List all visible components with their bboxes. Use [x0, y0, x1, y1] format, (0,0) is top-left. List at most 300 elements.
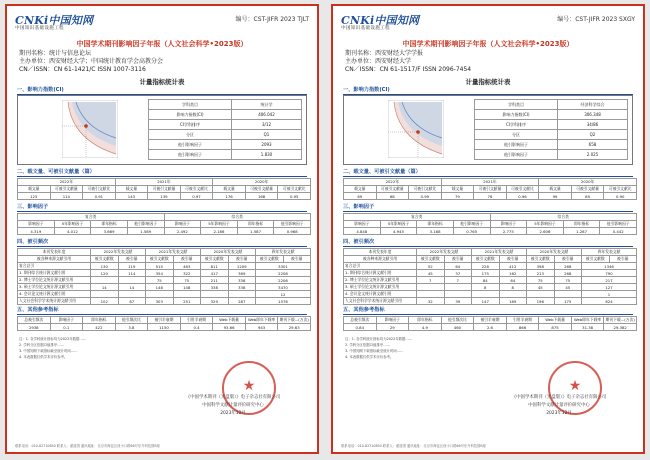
column-header: Web即年下载率	[571, 317, 604, 324]
footer-contact: 联系电话：010-82710850 联系人：翟道国 通讯地址：北京市海淀区西小口路66号东升科技园B座	[341, 444, 486, 448]
ci-row	[149, 140, 302, 150]
data-cell	[228, 291, 256, 298]
data-cell: 175	[472, 270, 500, 277]
row-label: 1. 期刊综合统计源文献引用	[344, 270, 417, 277]
ci-table	[148, 99, 302, 160]
data-cell: 87	[118, 298, 146, 305]
data-cell: 0.99	[409, 193, 442, 200]
column-header: 被引文献数	[256, 256, 284, 263]
column-header: 被引量	[173, 256, 201, 263]
sheet-header	[15, 12, 309, 34]
ci-label: 分区	[475, 130, 558, 140]
column-header: 可被引文献量	[245, 186, 278, 193]
data-cell: 369	[228, 270, 256, 277]
data-cell: 790	[582, 270, 637, 277]
column-header: 可被引文献比	[604, 186, 637, 193]
data-cell: 114	[50, 193, 83, 200]
data-row	[344, 228, 637, 235]
section-other: 五、其他参考指标	[343, 306, 633, 315]
column-header: 载文量	[344, 186, 377, 193]
data-cell: 143	[115, 193, 148, 200]
ci-value: 统计学	[232, 100, 302, 110]
citation-row	[344, 263, 637, 270]
data-cell: 211	[201, 277, 229, 284]
data-cell	[554, 291, 582, 298]
data-cell: 1576	[256, 298, 311, 305]
ci-value: Q2	[558, 130, 628, 140]
column-header: 被引量	[499, 256, 527, 263]
notes	[345, 336, 475, 360]
data-cell: 29	[376, 324, 409, 331]
data-cell: 0.4	[180, 324, 213, 331]
row-label: 4. 会议论文统计源文献引用	[344, 291, 417, 298]
row-label: 人文社会科学学术统计源文献引用	[18, 298, 91, 305]
data-cell: 29.382	[604, 324, 637, 331]
citation-row	[18, 270, 311, 277]
sheet-header	[341, 12, 635, 34]
year-header: 2022年	[18, 179, 116, 186]
ci-label: 他引影响因子	[149, 150, 232, 160]
column-header: Web下载量	[213, 317, 246, 324]
citations-table	[17, 248, 311, 305]
data-cell: 0.95	[278, 193, 311, 200]
citation-row	[18, 277, 311, 284]
column-header: 被各种来源文献引用	[18, 256, 91, 263]
data-cell: 75	[146, 277, 174, 284]
articles-table	[343, 178, 637, 200]
impact-factor-table	[17, 213, 311, 235]
data-cell: 89	[571, 193, 604, 200]
column-header: 他引频次比	[441, 317, 474, 324]
ci-box	[343, 95, 633, 165]
data-cell: 148	[173, 284, 201, 291]
ci-box	[17, 95, 307, 165]
official-seal: ★	[222, 361, 276, 415]
data-cell: 45	[554, 284, 582, 291]
citation-row	[344, 298, 637, 305]
column-header: 引用半衰期	[506, 317, 539, 324]
column-header: 载文量	[539, 186, 572, 193]
data-cell: 3301	[256, 263, 311, 270]
year-header: 2020年发表文献	[201, 249, 256, 256]
org-label: 主办单位：	[345, 58, 376, 65]
column-header: 被引文献数	[201, 256, 229, 263]
data-cell: 0.90	[604, 193, 637, 200]
data-cell: 120	[91, 270, 119, 277]
data-cell	[444, 291, 472, 298]
citation-row	[344, 291, 637, 298]
report-code: 编号：CST-JIFR 2023 TJLT	[235, 16, 309, 23]
data-cell: 125	[18, 193, 51, 200]
column-header: 影响因子	[164, 221, 201, 228]
data-cell: 139	[148, 193, 181, 200]
other-indicators-table	[17, 316, 311, 331]
column-header: 5年影响因子	[527, 221, 564, 228]
column-header: 被引文献数	[472, 256, 500, 263]
note-line: 4. 本表数据仅供学术评价参考。	[345, 355, 394, 359]
footer-contact: 联系电话：010-82710850 联系人：翟道国 通讯地址：北京市海淀区西小口路66号东升科技园B座	[15, 444, 160, 448]
signature-block	[489, 394, 629, 418]
data-cell: 412	[499, 263, 527, 270]
subheader-row	[18, 317, 311, 324]
column-header: 期刊下载...(万次)	[279, 317, 309, 322]
report-code: 编号：CST-JIFR 2023 SXGY	[557, 16, 635, 23]
data-cell: 943	[245, 324, 278, 331]
data-cell: 0.1	[50, 324, 83, 331]
column-header: 他引频次比	[115, 317, 148, 324]
data-cell: 354	[146, 270, 174, 277]
column-header: 可被引文献量	[148, 186, 181, 193]
data-cell: 31.38	[571, 324, 604, 331]
section-impact-factor: 三、影响因子	[17, 203, 307, 212]
journal-meta	[19, 50, 163, 74]
group-header: 综合类	[164, 214, 311, 221]
data-cell: 99	[539, 193, 572, 200]
issuer-center: 中国科学文献计量评价研究中心	[528, 403, 590, 408]
note-line: 3. 中国知网下载指标截至统计时间……	[19, 349, 78, 353]
column-header: 被各种来源文献引用	[344, 256, 417, 263]
header-row	[344, 249, 637, 256]
subheader-row	[344, 186, 637, 193]
data-cell: 75	[554, 277, 582, 284]
column-header: 即年指标	[83, 317, 116, 324]
data-cell: 866	[506, 324, 539, 331]
signature-block	[163, 394, 303, 418]
table-subtitle: 计量指标统计表	[139, 78, 185, 86]
data-cell: 4.945	[380, 228, 417, 235]
data-cell: 64	[499, 277, 527, 284]
column-header: 被引半衰期	[148, 317, 181, 324]
ci-row	[475, 120, 628, 130]
data-cell: 4.012	[54, 228, 91, 235]
column-header: 被引文献数	[91, 256, 119, 263]
journal-name: 西安财经大学学报	[375, 50, 424, 57]
data-cell: 7	[417, 277, 445, 284]
data-cell: 2208	[256, 270, 311, 277]
ci-label: 他引影响因子	[475, 150, 558, 160]
column-header: Web下载量	[539, 317, 572, 324]
column-header: Web即年下载率	[245, 317, 278, 324]
data-cell: 2206	[256, 277, 311, 284]
data-cell	[527, 291, 555, 298]
data-cell	[444, 284, 472, 291]
report-title: 中国学术期刊影响因子年报（人文社会科学•2023版）	[402, 40, 574, 48]
year-header: 四年发表文献	[582, 249, 637, 256]
ci-value: Q1	[232, 130, 302, 140]
note-line: 3. 中国知网下载指标截至统计时间……	[345, 349, 404, 353]
journal-name: 统计与信息论坛	[49, 50, 92, 57]
column-header: 被引量	[118, 256, 146, 263]
column-header: 即年指标	[417, 221, 454, 228]
issn-label: CN／ISSN：	[19, 66, 54, 73]
data-cell: 2.606	[527, 228, 564, 235]
row-label: 4. 会议论文统计源文献引用	[18, 291, 91, 298]
citations-table	[343, 248, 637, 305]
citation-row	[18, 263, 311, 270]
ci-value: 658	[558, 140, 628, 150]
issue-date: 2023年12月	[546, 411, 572, 416]
data-cell: 303	[146, 298, 174, 305]
data-cell	[201, 291, 229, 298]
column-header: 期刊下载...(万次)	[605, 317, 635, 322]
year-header: 2021年发表文献	[472, 249, 527, 256]
data-row	[18, 228, 311, 235]
subheader-row	[344, 221, 637, 228]
year-header: 2022年	[344, 179, 442, 186]
ci-value: 1.830	[232, 150, 302, 160]
data-cell: 4.848	[344, 228, 381, 235]
data-cell	[118, 277, 146, 284]
column-header: 被引文献数	[527, 256, 555, 263]
data-cell	[472, 291, 500, 298]
ci-label: 影响力指数(CI)	[149, 110, 232, 120]
year-header: 四年发表文献	[256, 249, 311, 256]
report-sheet-right	[331, 4, 645, 454]
column-header: 他引影响因子	[453, 221, 490, 228]
data-cell: 3.188	[417, 228, 454, 235]
data-cell: 69	[344, 193, 377, 200]
ci-row	[475, 140, 628, 150]
data-cell: 2.775	[490, 228, 527, 235]
column-header: 被引量	[554, 256, 582, 263]
column-header: 载文量	[441, 186, 474, 193]
column-header: 可被引文献比	[506, 186, 539, 193]
data-cell: 175	[554, 298, 582, 305]
data-cell: 875	[539, 324, 572, 331]
data-cell: 64	[444, 263, 472, 270]
data-row	[344, 193, 637, 200]
citation-row	[18, 298, 311, 305]
data-cell: 2.186	[201, 228, 238, 235]
official-seal: ★	[548, 361, 602, 415]
data-cell: 84	[472, 277, 500, 284]
column-header: 影响因子	[18, 221, 55, 228]
ci-label: 影响力指数(CI)	[475, 110, 558, 120]
data-cell	[417, 284, 445, 291]
data-cell: 0.91	[83, 193, 116, 200]
column-header: 可被引文献比	[409, 186, 442, 193]
impact-factor-table	[343, 213, 637, 235]
column-header: 被引文献数	[417, 256, 445, 263]
articles-table	[17, 178, 311, 200]
data-cell: 1	[582, 291, 637, 298]
section-impact-factor: 三、影响因子	[343, 203, 633, 212]
column-header: 可被引文献比	[83, 186, 116, 193]
ci-quadrant-chart	[62, 100, 118, 158]
notes	[19, 336, 149, 360]
note-line: 4. 本表数据仅供学术评价参考。	[19, 355, 68, 359]
data-cell: 76	[474, 193, 507, 200]
header-row	[344, 214, 637, 221]
data-cell: 4.9	[409, 324, 442, 331]
ci-row	[475, 100, 628, 110]
column-header: 引用半衰期	[180, 317, 213, 324]
column-header: 可被引文献量	[474, 186, 507, 193]
ci-label: CI学科排序	[475, 120, 558, 130]
ci-value: 306.348	[558, 110, 628, 120]
data-cell: 329	[201, 298, 229, 305]
org-name: 西安财经大学；中国统计教育学会高教分会	[49, 58, 164, 65]
data-cell: 45	[527, 284, 555, 291]
data-cell: 268	[554, 263, 582, 270]
section-ci: 一、影响力指数(CI)	[343, 86, 633, 95]
note-line: 注：1. 各学科统计指标均为2022年数据……	[19, 337, 87, 341]
issn-label: CN／ISSN：	[345, 66, 380, 73]
data-cell: 322	[173, 270, 201, 277]
group-header: 复合类	[344, 214, 491, 221]
row-label: 3. 硕士学位论文统计源文献引用	[18, 284, 91, 291]
data-cell: 2.6	[474, 324, 507, 331]
column-header: 被引量	[283, 256, 311, 263]
ci-value: 406.042	[232, 110, 302, 120]
column-header: 5年影响因子	[54, 221, 91, 228]
column-header: 即年指标	[409, 317, 442, 324]
data-cell: 213	[527, 270, 555, 277]
citation-row	[344, 270, 637, 277]
ci-row	[149, 150, 302, 160]
data-cell	[146, 291, 174, 298]
data-cell: 268	[554, 270, 582, 277]
ci-row	[475, 130, 628, 140]
subheader-row	[18, 256, 311, 263]
cnki-logo: CNKi中国知网	[341, 14, 420, 27]
column-header: 本刊发表年度	[18, 249, 91, 256]
report-title: 中国学术期刊影响因子年报（人文社会科学•2023版）	[76, 40, 248, 48]
row-label: 人文社会科学学术统计源文献引用	[344, 298, 417, 305]
ci-value: 3/12	[232, 120, 302, 130]
data-cell: 147	[472, 298, 500, 305]
year-header: 2020年	[539, 179, 637, 186]
column-header: 即年指标	[91, 221, 128, 228]
data-cell: 8	[499, 284, 527, 291]
column-header: 被引量	[444, 256, 472, 263]
issn-value: CN 61-1517/F ISSN 2096-7454	[379, 66, 472, 73]
subheader-row	[18, 221, 311, 228]
ci-row	[475, 110, 628, 120]
row-label: 2. 博士学位论文统计源文献引用	[344, 277, 417, 284]
citation-row	[18, 291, 311, 298]
ci-row	[149, 110, 302, 120]
row-label: 1. 期刊综合统计源文献引用	[18, 270, 91, 277]
ci-row	[149, 120, 302, 130]
data-cell: 0.968	[274, 228, 311, 235]
data-cell: 287	[228, 298, 256, 305]
column-header: 可被引文献量	[571, 186, 604, 193]
column-header: 载文量	[213, 186, 246, 193]
section-articles: 二、载文量、可被引文献量（篇）	[17, 168, 307, 177]
section-other: 五、其他参考指标	[17, 306, 307, 315]
column-header: 影响因子	[50, 317, 83, 324]
year-header: 2022年发表文献	[91, 249, 146, 256]
data-cell: 196	[527, 298, 555, 305]
column-header: 即年指标	[237, 221, 274, 228]
column-header: 影响因子	[490, 221, 527, 228]
data-cell: 417	[201, 270, 229, 277]
data-cell: 169	[499, 298, 527, 305]
data-cell: 102	[91, 298, 119, 305]
ci-label: 他引影响因子	[149, 140, 232, 150]
data-cell: 463	[173, 263, 201, 270]
data-cell: 0.84	[344, 324, 377, 331]
data-cell: 217	[582, 277, 637, 284]
ci-value: 34/86	[558, 120, 628, 130]
data-cell: 7	[444, 277, 472, 284]
column-header: 被引文献数	[146, 256, 174, 263]
issn-value: CN 61-1421/C ISSN 1007-3116	[53, 66, 146, 73]
data-cell: 75	[527, 277, 555, 284]
row-label: 3. 硕士学位论文统计源文献引用	[344, 284, 417, 291]
data-cell	[173, 291, 201, 298]
ci-row	[149, 100, 302, 110]
ci-label: CI学科排序	[149, 120, 232, 130]
row-label: 复合总引	[18, 263, 91, 270]
data-cell: 338	[228, 277, 256, 284]
data-cell: 3470	[256, 284, 311, 291]
issuer-name: 《中国学术期刊（光盘版）》电子杂志社有限公司	[185, 395, 281, 400]
header-row	[18, 249, 311, 256]
data-cell	[118, 291, 146, 298]
data-cell: 251	[173, 298, 201, 305]
column-header: 影响因子	[376, 317, 409, 324]
section-ci: 一、影响力指数(CI)	[17, 86, 307, 95]
data-cell: 119	[118, 263, 146, 270]
journal-label: 期刊名称：	[19, 50, 50, 57]
row-label: 2. 博士学位论文统计源文献引用	[18, 277, 91, 284]
column-header: 5年影响因子	[201, 221, 238, 228]
year-header: 2021年	[441, 179, 539, 186]
ci-row	[149, 130, 302, 140]
data-cell: 460	[441, 324, 474, 331]
data-cell: 0.442	[600, 228, 637, 235]
ci-label: 学科类目	[149, 100, 232, 110]
data-cell: 148	[146, 284, 174, 291]
group-header: 综合类	[490, 214, 637, 221]
column-header: 本刊发表年度	[344, 249, 417, 256]
column-header: 被引量	[228, 256, 256, 263]
data-cell: 127	[582, 284, 637, 291]
column-header: 总被引频次	[344, 317, 377, 324]
data-cell: 168	[245, 193, 278, 200]
column-header: 即年指标	[563, 221, 600, 228]
column-header: 5年影响因子	[380, 221, 417, 228]
header-row	[18, 179, 311, 186]
ci-quadrant-chart	[388, 100, 444, 158]
ci-label: 他引影响因子	[475, 140, 558, 150]
data-cell: 45	[417, 270, 445, 277]
data-cell: 2938	[18, 324, 51, 331]
header-row	[344, 179, 637, 186]
column-header: 他引影响因子	[600, 221, 637, 228]
data-cell: 176	[213, 193, 246, 200]
data-cell: 3.8	[115, 324, 148, 331]
data-cell: 515	[146, 263, 174, 270]
data-cell: 4.319	[18, 228, 55, 235]
data-cell: 130	[91, 263, 119, 270]
data-cell: 398	[527, 263, 555, 270]
data-row	[18, 193, 311, 200]
data-cell	[91, 277, 119, 284]
subheader-row	[344, 317, 637, 324]
header-row	[18, 214, 311, 221]
citation-row	[344, 277, 637, 284]
data-cell: 75	[173, 277, 201, 284]
data-cell: 228	[472, 263, 500, 270]
data-cell: 811	[201, 263, 229, 270]
note-line: 2. 学科分区依据CI值排序……	[19, 343, 64, 347]
logo-subline: 中国知识基础设施工程	[341, 26, 390, 31]
column-header: 可被引文献量	[376, 186, 409, 193]
column-header: 被引文献数	[582, 256, 610, 263]
